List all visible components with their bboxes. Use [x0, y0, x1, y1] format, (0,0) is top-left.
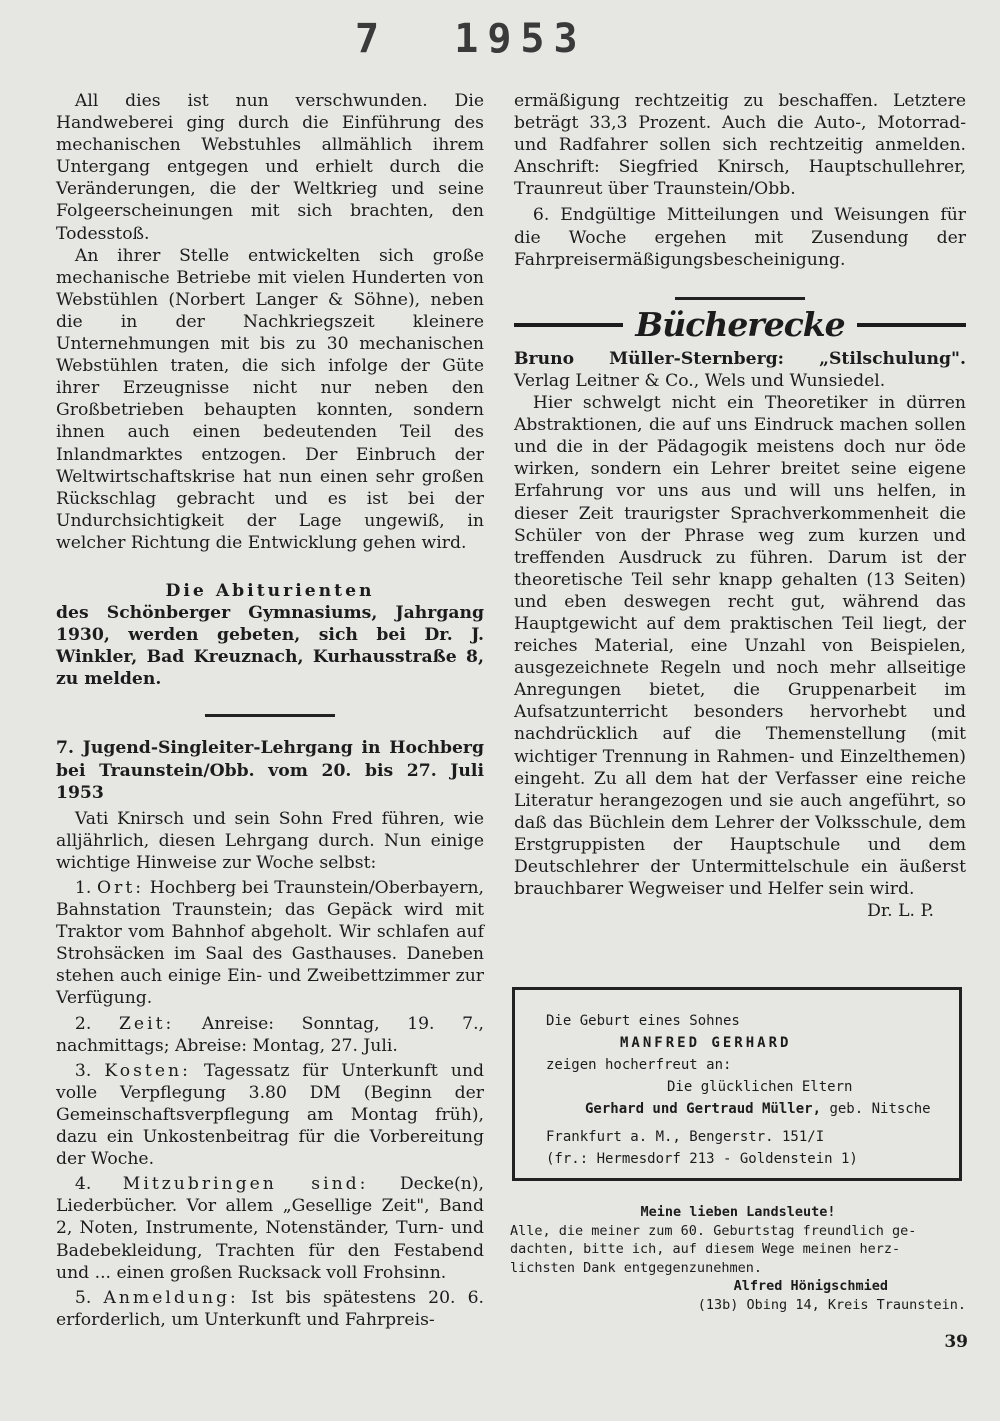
address-line: (fr.: Hermesdorf 213 - Goldenstein 1): [546, 1151, 858, 1167]
item-number: 4.: [74, 1174, 92, 1195]
item-text: Tagessatz für Unterkunft und volle Verpflegung 3.80 DM (Beginn der Gemeinschaftsverpflegung am Montag früh), dazu ein Unkostenbeitrag für die Vorbereitung der Woche.: [56, 1060, 485, 1170]
left-column: [56, 90, 484, 1331]
abiturienten-heading: Die Abiturienten: [165, 580, 375, 601]
parents-line: [546, 1098, 959, 1120]
abiturienten-notice: des Schönberger Gymnasiums, Jahrgang 1930, werden gebeten, sich bei Dr. J. Winkler, Bad Kreuznach, Kurhausstraße 8, zu melden.: [56, 603, 484, 690]
lehrgang-item: [56, 1287, 484, 1331]
item-text: Anreise: Sonntag, 19. 7., nachmittags; Abreise: Montag, 27. Juli.: [56, 1013, 485, 1056]
lehrgang-heading: 7. Jugend-Singleiter-Lehrgang in Hochberg bei Traunstein/Obb. vom 20. bis 27. Juli 1953: [56, 738, 484, 803]
review-publisher: Verlag Leitner & Co., Wels und Wunsiedel.: [514, 370, 886, 391]
date-stamp: 7 1953: [355, 16, 587, 62]
notice-sender: Alfred Hönigschmied: [733, 1278, 888, 1294]
section-divider: [675, 297, 805, 300]
right-column: [514, 90, 966, 922]
announcement-line: Die glücklichen Eltern: [667, 1079, 853, 1095]
item-text: Hochberg bei Traunstein/Oberbayern, Bahnstation Traunstein; das Gepäck wird mit Traktor vom Bahnhof abgeholt. Wir schlafen auf Strohsäcken im Saal des Gasthauses. Daneben stehen auch einige Ein- und Zweibettzimmer zur Verfügung.: [56, 878, 484, 1009]
child-name: MANFRED GERHARD: [620, 1035, 792, 1051]
buecherecke-title: Bücherecke: [635, 304, 845, 344]
parents-names: Gerhard und Gertraud Müller,: [585, 1101, 822, 1117]
header-rule-left: [514, 323, 623, 327]
article-paragraph: All dies ist nun verschwunden. Die Handweberei ging durch die Einführung des mechanischen Webstuhles allmählich ihrem Untergang entgegen und erhielt durch die Veränderungen, die der Weltkrieg und seine Folgeerscheinungen mit sich brachten, den Todesstoß.: [56, 91, 484, 244]
item-label: Anmeldung:: [103, 1287, 239, 1308]
review-signature: Dr. L. P.: [867, 901, 934, 922]
lehrgang-item: [56, 877, 484, 1010]
notice-line: dachten, bitte ich, auf diesem Wege meinen herz-: [510, 1241, 901, 1257]
item-label: Kosten:: [104, 1060, 191, 1081]
buecherecke-header: [514, 304, 966, 344]
article-paragraph: An ihrer Stelle entwickelten sich große mechanische Betriebe mit vielen Hunderten von Webstühlen (Norbert Langer & Söhne), neben die in der Nachkriegszeit kleinere Unternehmungen mit bis zu 30 mechanischen Webstühlen traten, die sich infolge der Güte ihrer Erzeugnisse nicht nur neben den Großbetrieben behaupten konnten, sondern ihnen auch einen bedeutenden Teil des Inlandmarktes entzogen. Der Einbruch der Weltwirtschaftskrise hat nun einen sehr großen Rückschlag gebracht und es ist bei der Undurchsichtigkeit der Lage ungewiß, in welcher Richtung die Entwicklung gehen wird.: [56, 245, 484, 553]
announcement-line: Die Geburt eines Sohnes: [546, 1013, 740, 1029]
article-continuation: ermäßigung rechtzeitig zu beschaffen. Letztere beträgt 33,3 Prozent. Auch die Auto-, Motorrad- und Radfahrer sollen sich rechtzeitig anmelden. Anschrift: Siegfried Knirsch, Hauptschullehrer, Traunreut über Traunstein/Obb.: [514, 91, 966, 200]
review-citation: [514, 348, 966, 392]
address-line: Frankfurt a. M., Bengerstr. 151/I: [546, 1129, 825, 1145]
item-number: 3.: [74, 1060, 92, 1081]
review-author-title: Bruno Müller-Sternberg: „Stilschulung".: [514, 348, 966, 369]
item-text: Decke(n), Liederbücher. Vor allem „Gesellige Zeit", Band 2, Noten, Instrumente, Notenständer, Turn- und Badebekleidung, Trachten für den Festabend und ... einen großen Rucksack voll Frohsinn.: [56, 1174, 484, 1283]
lehrgang-item: [56, 1173, 484, 1283]
header-rule-right: [857, 323, 966, 327]
review-body: Hier schwelgt nicht ein Theoretiker in dürren Abstraktionen, die auf uns Eindruck machen sollen und die in der Pädagogik meistens doch nur öde wirken, sondern ein Lehrer breitet seine eigene Erfahrung vor uns aus und will uns helfen, in dieser Zeit traurigster Sprachverkommenheit die Schüler von der Phrase weg zum kurzen und treffenden Ausdruck zu führen. Darum ist der theoretische Teil sehr knapp gehalten (13 Seiten) und eben deswegen recht gut, während das Hauptgewicht auf dem praktischen Teil liegt, der reiches Material, eine Unzahl von Beispielen, ausgezeichnete Regeln und noch mehr allseitige Anregungen bietet, die Gruppenarbeit im Aufsatzunterricht besonders hervorhebt und nachdrücklich auf die Themenstellung (mit wichtiger Trennung in Rahmen- und Einzelthemen) eingeht. Zu all dem hat der Verfasser eine reiche Literatur herangezogen und sie auch angeführt, so daß das Büchlein dem Lehrer der Volksschule, dem Erstgruppisten der Hauptschule und dem Deutschlehrer der Untermittelschule ein äußerst brauchbarer Wegweiser und Helfer sein wird.: [514, 393, 966, 900]
notice-location: (13b) Obing 14, Kreis Traunstein.: [697, 1296, 966, 1313]
notice-line: Alle, die meiner zum 60. Geburtstag freundlich ge-: [510, 1222, 917, 1239]
item-label: Ort:: [97, 878, 145, 898]
notice-line: lichsten Dank entgegenzunehmen.: [510, 1259, 762, 1276]
announcement-line: zeigen hocherfreut an:: [546, 1057, 732, 1073]
lehrgang-item: [56, 1060, 484, 1170]
item-number: 5.: [74, 1287, 92, 1308]
notice-heading: Meine lieben Landsleute!: [640, 1204, 836, 1220]
item-number: 2.: [74, 1013, 92, 1034]
item-label: Mitzubringen sind:: [122, 1174, 369, 1195]
lehrgang-intro: Vati Knirsch und sein Sohn Fred führen, wie alljährlich, diesen Lehrgang durch. Nun einige wichtige Hinweise zur Woche selbst:: [56, 808, 484, 873]
thanks-notice: [510, 1203, 966, 1314]
maiden-name: geb. Nitsche: [821, 1101, 931, 1117]
lehrgang-item-6: 6. Endgültige Mitteilungen und Weisungen für die Woche ergehen mit Zusendung der Fahrpreisermäßigungsbescheinigung.: [514, 205, 966, 270]
item-number: 1.: [74, 878, 92, 898]
item-text: Ist bis spätestens 20. 6. erforderlich, um Unterkunft und Fahrpreis-: [56, 1287, 485, 1330]
item-label: Zeit:: [118, 1013, 175, 1034]
birth-announcement: [512, 987, 962, 1181]
page-number: 39: [944, 1332, 968, 1352]
lehrgang-item: [56, 1013, 484, 1057]
